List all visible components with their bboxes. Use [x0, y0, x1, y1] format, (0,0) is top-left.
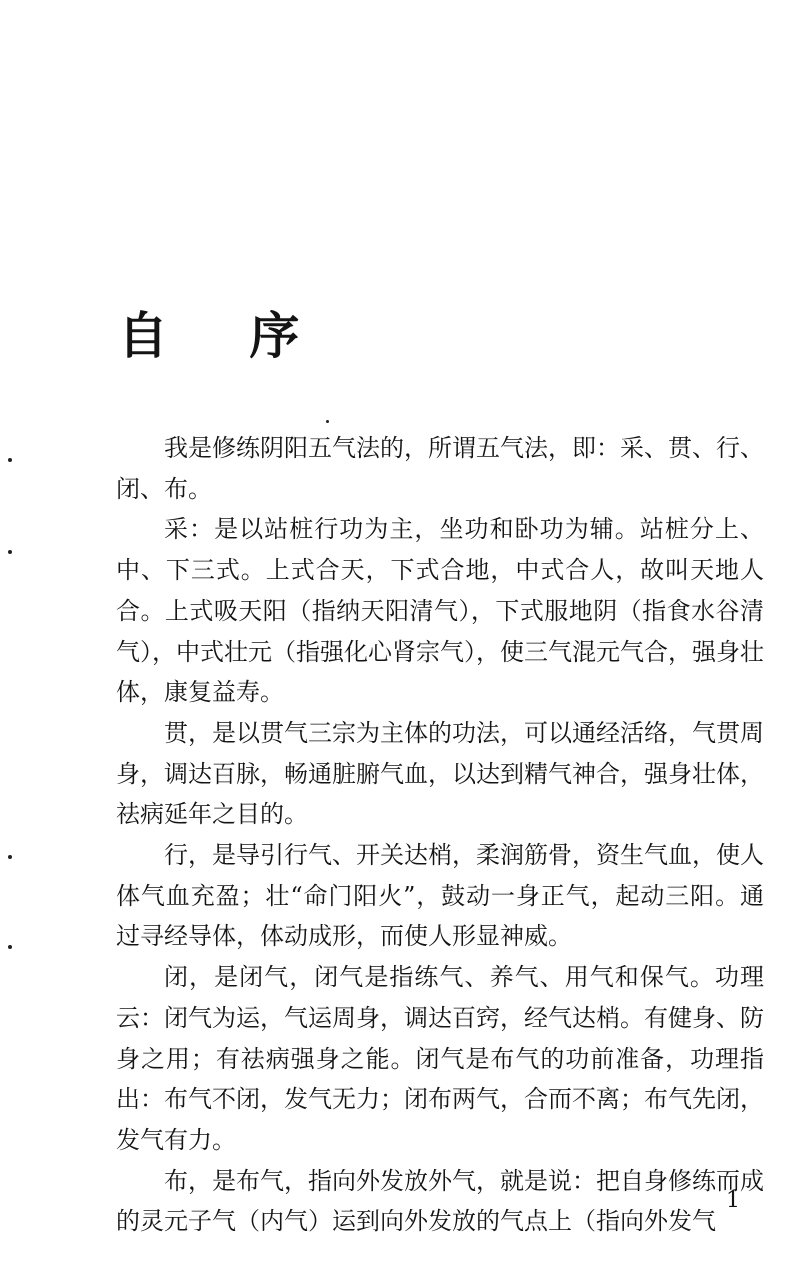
paragraph: 采：是以站桩行功为主，坐功和卧功为辅。站桩分上、中、下三式。上式合天，下式合地，中式合人，故叫天地人合。上式吸天阳（指纳天阳清气），下式服地阴（指食水谷清气），中式壮元（指强化心肾宗气），使三气混元气合，强身壮体，康复益寿。 [116, 515, 764, 707]
paragraph: 我是修练阴阳五气法的，所谓五气法，即：采、贯、行、闭、布。 [116, 434, 764, 503]
paragraph: 行，是导引行气、开关达梢，柔润筋骨，资生气血，使人体气血充盈；壮“命门阳火”，鼓动一身正气，起动三阳。通过寻经导体，体动成形，而使人形显神威。 [116, 841, 764, 951]
scan-speck [8, 945, 12, 949]
scan-speck [8, 855, 12, 859]
scan-speck [8, 458, 12, 462]
page-number: 1 [726, 1188, 740, 1213]
paragraph: 贯，是以贯气三宗为主体的功法，可以通经活络，气贯周身，调达百脉，畅通脏腑气血，以达到精气神合，强身壮体，祛病延年之目的。 [116, 718, 764, 829]
scan-speck [326, 420, 329, 423]
body-text [116, 428, 764, 1242]
page-title: 自 序 [118, 306, 332, 365]
paragraph: 闭，是闭气，闭气是指练气、养气、用气和保气。功理云：闭气为运，气运周身，调达百窍，经气达梢。有健身、防身之用；有祛病强身之能。闭气是布气的功前准备，功理指出：布气不闭，发气无力；闭布两气，合而不离；布气先闭，发气有力。 [116, 963, 764, 1154]
scan-speck [8, 550, 12, 554]
paragraph: 布，是布气，指向外发放外气，就是说：把自身修练而成的灵元子气（内气）运到向外发放的气点上（指向外发气 [116, 1166, 764, 1236]
